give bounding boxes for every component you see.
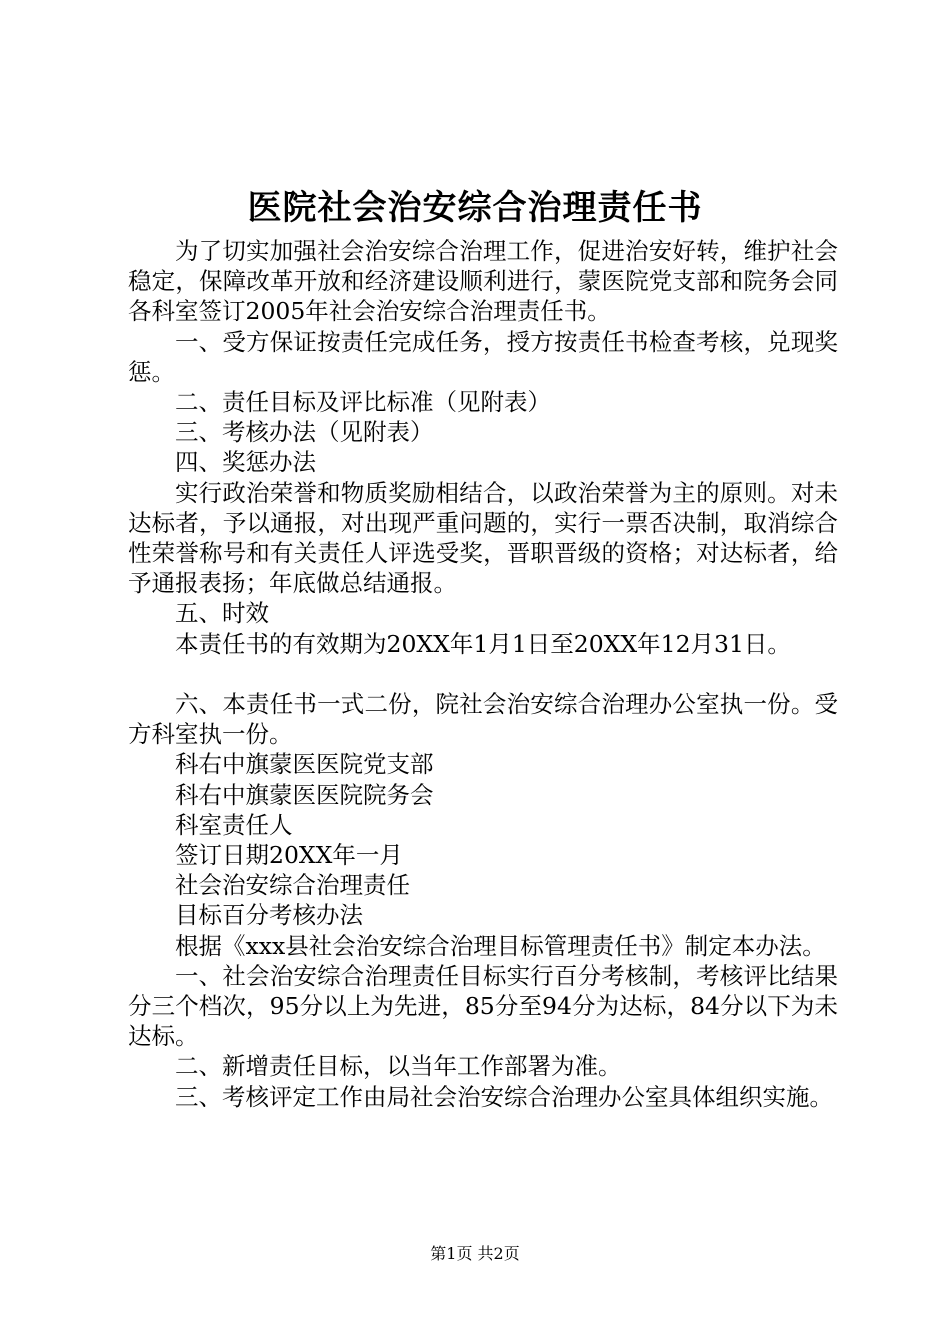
paragraph-clause-5: 五、时效	[175, 599, 269, 628]
paragraph-intro: 为了切实加强社会治安综合治理工作，促进治安好转，维护社会稳定，保障改革开放和经济建设顺利进行，蒙医院党支部和院务会同各科室签订2005年社会治安综合治理责任书。	[128, 237, 838, 326]
paragraph-clause-3: 三、考核办法（见附表）	[175, 418, 434, 447]
signature-party-branch: 科右中旗蒙医医院党支部	[175, 750, 434, 779]
section-heading-line-1: 社会治安综合治理责任	[175, 871, 410, 900]
paragraph-assessment-3: 三、考核评定工作由局社会治安综合治理办公室具体组织实施。	[175, 1082, 833, 1111]
blank-line	[128, 659, 838, 689]
signature-department-head: 科室责任人	[175, 810, 293, 839]
section-heading-line-2: 目标百分考核办法	[175, 901, 363, 930]
paragraph-clause-6: 六、本责任书一式二份，院社会治安综合治理办公室执一份。受方科室执一份。	[128, 690, 838, 749]
paragraph-assessment-1: 一、社会治安综合治理责任目标实行百分考核制，考核评比结果分三个档次，95分以上为先进，85分至94分为达标，84分以下为未达标。	[128, 961, 838, 1051]
paragraph-clause-2: 二、责任目标及评比标准（见附表）	[175, 388, 551, 417]
paragraph-assessment-2: 二、新增责任目标，以当年工作部署为准。	[175, 1052, 622, 1081]
signature-hospital-council: 科右中旗蒙医医院院务会	[175, 780, 434, 809]
paragraph-clause-4: 四、奖惩办法	[175, 448, 316, 477]
signing-date: 签订日期20XX年一月	[175, 841, 403, 870]
paragraph-clause-1: 一、受方保证按责任完成任务，授方按责任书检查考核，兑现奖惩。	[128, 327, 838, 386]
document-title: 医院社会治安综合治理责任书	[247, 188, 703, 228]
document-body	[128, 236, 838, 1112]
paragraph-basis: 根据《xxx县社会治安综合治理目标管理责任书》制定本办法。	[175, 931, 826, 960]
paragraph-validity: 本责任书的有效期为20XX年1月1日至20XX年12月31日。	[175, 629, 791, 658]
page-footer: 第1页 共2页	[430, 1244, 520, 1263]
paragraph-reward-punishment: 实行政治荣誉和物质奖励相结合，以政治荣誉为主的原则。对未达标者，予以通报，对出现严重问题的，实行一票否决制，取消综合性荣誉称号和有关责任人评选受奖，晋职晋级的资格；对达标者，给予通报表扬；年底做总结通报。	[128, 478, 838, 598]
